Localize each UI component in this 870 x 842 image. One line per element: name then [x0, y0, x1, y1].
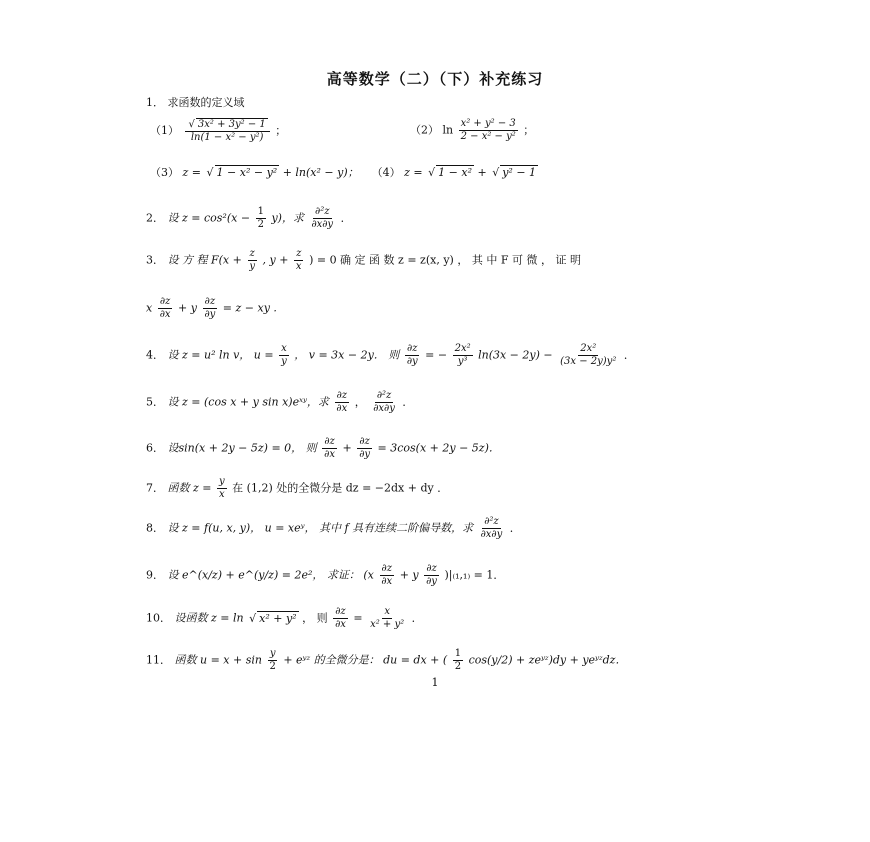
problem-label: 8．	[146, 521, 164, 535]
problem-label: 9．	[146, 568, 164, 582]
problem-label: 11．	[146, 653, 171, 667]
denominator: ∂x∂y	[311, 219, 334, 230]
text: +	[477, 166, 487, 179]
text: 设 z = (cos x + y sin x)eˣʸ，求	[167, 395, 329, 409]
text: 在 (1,2) 处的全微分是 dz = −2dx + dy ．	[232, 481, 449, 495]
sub-label: （1）	[150, 124, 179, 137]
numerator: 3x² + 3y² − 1	[197, 119, 266, 130]
problem-3-equation	[146, 296, 277, 321]
text: ， v = 3x − 2y． 则	[294, 348, 400, 362]
fraction	[558, 343, 618, 368]
text: = −	[425, 348, 448, 362]
text: =	[353, 611, 363, 625]
denominator: ln(1 − x² − y²)	[190, 132, 264, 143]
text: + y	[178, 301, 197, 315]
text: = 3cos(x + 2y − 5z)．	[377, 441, 500, 455]
numerator: ∂z	[336, 390, 348, 401]
fraction	[247, 248, 257, 273]
tail: ．	[509, 521, 521, 535]
denominator: ∂x∂y	[480, 529, 503, 540]
fraction	[357, 436, 372, 461]
text: y)，求	[271, 211, 304, 225]
fraction	[294, 248, 304, 273]
numerator: ∂z	[381, 563, 392, 574]
numerator: z	[249, 248, 255, 259]
denominator: 2 − x² − y²	[460, 131, 516, 142]
radical: 1 − x² − y²	[216, 166, 278, 179]
denominator: x² + y²	[370, 619, 405, 630]
text: 设函数 z = ln	[174, 611, 244, 625]
denominator: 2	[269, 661, 276, 672]
text: cos(y/2) + zeʸᶻ)dy + yeʸᶻdz．	[468, 653, 627, 667]
fraction	[267, 648, 277, 673]
fraction	[256, 206, 266, 231]
numerator: ∂z	[324, 436, 335, 447]
text: 设 z = cos²(x −	[167, 211, 251, 225]
numerator: ∂z	[407, 343, 418, 354]
numerator: ∂²z	[315, 206, 330, 217]
fraction	[459, 118, 518, 143]
radical: 1 − x²	[438, 166, 472, 179]
problem-6	[146, 436, 500, 461]
fraction	[202, 296, 217, 321]
numerator: x	[384, 606, 390, 617]
problem-text: 求函数的定义域	[167, 96, 245, 109]
denominator: x	[295, 261, 302, 272]
numerator: x² + y² − 3	[460, 118, 516, 129]
text: )|₍₁,₁₎ = 1．	[444, 568, 505, 582]
denominator: ∂x∂y	[373, 403, 395, 414]
text: 设 z = u² ln v， u =	[167, 348, 274, 362]
denominator: ∂y	[204, 309, 216, 320]
denominator: y³	[457, 356, 468, 367]
numerator: ∂z	[204, 296, 216, 307]
numerator: ∂²z	[484, 516, 499, 527]
problem-11	[146, 648, 626, 673]
text: , y +	[262, 253, 289, 267]
denominator: 2	[257, 219, 264, 230]
fraction	[279, 343, 289, 368]
fraction	[368, 606, 406, 631]
fraction	[217, 476, 227, 501]
fraction	[379, 563, 394, 588]
denominator: (3x − 2y)y²	[560, 356, 617, 367]
problem-3	[146, 248, 581, 273]
problem-1	[146, 96, 245, 110]
numerator: z	[296, 248, 302, 259]
fraction	[453, 343, 473, 368]
numerator: 1	[454, 648, 462, 659]
fraction	[334, 390, 349, 415]
tail: ；	[275, 124, 287, 137]
page-title: 高等数学（二）（下）补充练习	[326, 70, 544, 88]
sub-label: （4）	[371, 166, 401, 179]
tail: ；	[523, 123, 535, 137]
denominator: y	[249, 261, 255, 272]
fraction	[333, 606, 348, 631]
text: ， 则	[302, 611, 328, 625]
fraction	[309, 206, 335, 231]
problem-1-sub-2	[410, 118, 534, 143]
text: 设sin(x + 2y − 5z) = 0， 则	[167, 441, 317, 455]
text: +	[342, 441, 352, 455]
tail: + ln(x² − y)；	[282, 166, 359, 179]
problem-label: 3．	[146, 253, 164, 267]
problem-label: 4．	[146, 348, 164, 362]
text: 设 z = f(u, x, y)， u = xeʸ， 其中 f 具有连续二阶偏导数，求	[167, 521, 474, 535]
text: ln(3x − 2y) −	[478, 348, 553, 362]
problem-1-sub-1	[150, 118, 286, 144]
denominator: ∂x	[335, 619, 346, 630]
fraction	[405, 343, 420, 368]
text: ln	[442, 123, 454, 137]
numerator: 1	[257, 206, 264, 217]
fraction	[453, 648, 463, 673]
denominator: ∂y	[426, 576, 437, 587]
problem-label: 5．	[146, 395, 164, 409]
tail: ．	[340, 211, 352, 225]
denominator: ∂y	[359, 449, 371, 460]
numerator: ∂z	[359, 436, 370, 447]
page-number: 1	[431, 676, 439, 689]
fraction	[158, 296, 173, 321]
denominator: ∂x	[159, 309, 171, 320]
denominator: ∂x	[336, 403, 348, 414]
fraction: $\frac{\text{√ 3x² + 3y² − 1}}{\text{ln(1 − x² − y²)}}$	[185, 118, 270, 144]
text: 函数 u = x + sin	[174, 653, 262, 667]
problem-7	[146, 476, 448, 501]
text: 函数 z =	[167, 481, 212, 495]
tail: ．	[623, 348, 635, 362]
problem-label: 6．	[146, 441, 164, 455]
denominator: ∂x	[381, 576, 393, 587]
numerator: ∂z	[426, 563, 437, 574]
denominator: x	[219, 489, 225, 500]
text: 设 e^(x/z) + e^(y/z) = 2e²， 求证： (x	[167, 568, 374, 582]
sub-label: （2）	[410, 123, 439, 137]
text: + eʸᶻ 的全微分是： du = dx + (	[283, 653, 448, 667]
fraction	[322, 436, 337, 461]
problem-label: 1．	[146, 96, 164, 109]
problem-5	[146, 390, 413, 415]
problem-1-sub-3: （3） z = √ 1 − x² − y² + ln(x² − y)； （4） z = √ 1 − x² + √ y² − 1	[150, 166, 537, 179]
numerator: ∂z	[159, 296, 171, 307]
problem-label: 2．	[146, 211, 164, 225]
numerator: y	[269, 648, 276, 659]
numerator: ∂²z	[376, 390, 392, 401]
fraction	[424, 563, 439, 588]
denominator: ∂x	[324, 449, 335, 460]
fraction	[371, 390, 397, 415]
tail: ．	[402, 395, 414, 409]
problem-4	[146, 343, 635, 368]
problem-2	[146, 206, 352, 231]
problem-label: 10．	[146, 611, 171, 625]
problem-8	[146, 516, 521, 541]
text: 设 方 程 F(x +	[167, 253, 242, 267]
text: = z − xy .	[222, 301, 277, 315]
problem-10: 10． 设函数 z = ln √ x² + y² ， 则 $\frac{\partial z}{\partial x}$ = $\frac{x}{\text{x² + y²}}$ ．	[146, 606, 423, 630]
tail: ．	[411, 611, 423, 625]
problem-label: 7．	[146, 481, 164, 495]
radical: y² − 1	[502, 166, 537, 179]
text: + y	[399, 568, 419, 582]
text: z =	[404, 166, 423, 179]
text: ) = 0 确 定 函 数 z = z(x, y) ， 其 中 F 可 微 ， 证 明	[309, 253, 581, 267]
denominator: y	[281, 356, 287, 367]
text: ，	[354, 395, 366, 409]
numerator: ∂z	[335, 606, 346, 617]
problem-9	[146, 563, 504, 588]
text: x	[146, 301, 153, 315]
denominator: ∂y	[406, 356, 418, 367]
fraction	[479, 516, 505, 541]
text: z =	[182, 166, 202, 179]
numerator: 2x²	[580, 343, 597, 354]
numerator: y	[219, 476, 225, 487]
numerator: 2x²	[454, 343, 471, 354]
radical: x² + y²	[259, 611, 297, 625]
denominator: 2	[454, 661, 462, 672]
sub-label: （3）	[150, 166, 179, 179]
numerator: x	[281, 343, 287, 354]
